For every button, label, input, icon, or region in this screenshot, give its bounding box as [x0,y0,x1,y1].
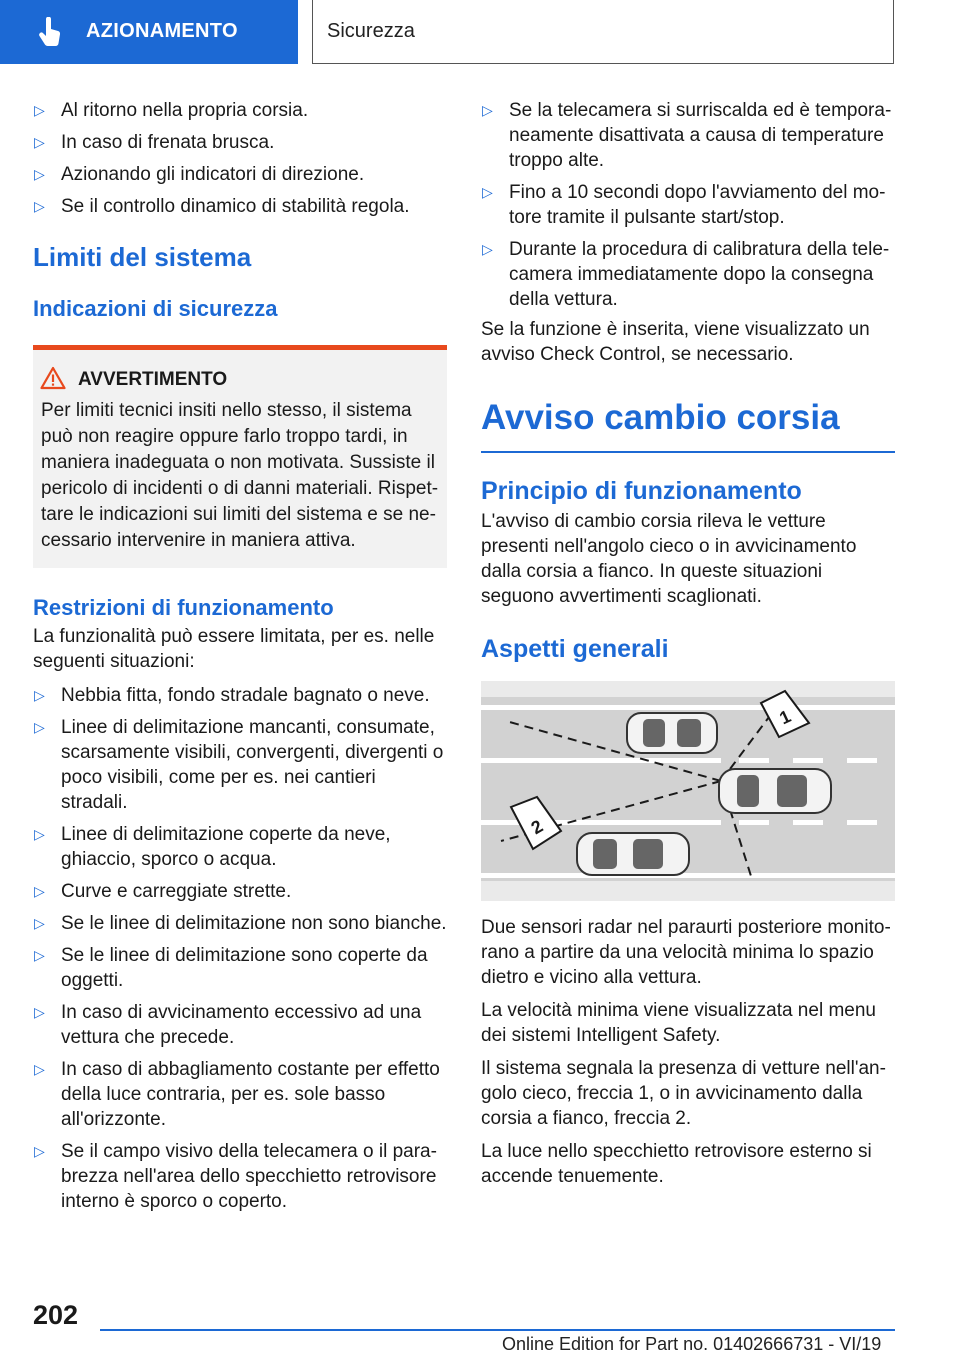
list-item: ▷ Durante la procedura di calibratura della telecamera immediatamente dopo la consegna della vettura. [482,239,890,310]
bullet-list-top-right [481,98,895,312]
list-item: ▷ Curve e carreggiate strette. [34,881,292,902]
list-item: ▷ Fino a 10 secondi dopo l'avviamento del motore tramite il pulsante start/stop. [482,182,886,228]
car-icon [577,833,689,875]
svg-text:1: 1 [776,706,794,729]
triangle-bullet-icon: ▷ [34,719,45,735]
list-item: ▷ Se le linee di delimitazione non sono bianche. [34,913,447,934]
footer-rule [100,1329,895,1331]
heading-safety: Indicazioni di sicurezza [33,296,278,321]
list-item: ▷ Se il campo visivo della telecamera o il parabrezza nell'area dello specchietto retrovisore interno è sporco o coperto. [34,1141,437,1212]
list-item: ▷ In caso di abbagliamento costante per effetto della luce contraria, per es. sole basso all'orizzonte. [34,1059,440,1130]
section-tab-label: AZIONAMENTO [86,20,238,42]
car-icon [627,713,717,753]
triangle-bullet-icon: ▷ [482,184,493,200]
triangle-bullet-icon: ▷ [34,134,45,150]
paragraph: Il sistema segnala la presenza di vetture nell'angolo cieco, freccia 1, o in avvicinamento dalla corsia a fianco, freccia 2. [481,1058,886,1129]
triangle-bullet-icon: ▷ [34,687,45,703]
triangle-bullet-icon: ▷ [34,166,45,182]
triangle-bullet-icon: ▷ [482,241,493,257]
triangle-bullet-icon: ▷ [34,883,45,899]
section-tab[interactable] [0,0,298,64]
subsection-title: Sicurezza [327,20,415,42]
bullet-list-top-left [33,98,447,219]
heading-rule [481,451,895,453]
paragraph: La luce nello specchietto retrovisore esterno si accende tenuemente. [481,1141,872,1187]
check-control-text: Se la funzione è inserita, viene visualizzato un avviso Check Control, se necessario. [481,319,870,365]
principle-text: L'avviso di cambio corsia rileva le vetture presenti nell'angolo cieco o in avvicinamento dalla corsia a fianco. In queste situazioni seguono avvertimenti scaglionati. [481,511,857,607]
list-item: ▷ In caso di avvicinamento eccessivo ad una vettura che precede. [34,1002,422,1048]
triangle-bullet-icon: ▷ [34,947,45,963]
heading-general: Aspetti generali [481,635,669,663]
triangle-bullet-icon: ▷ [482,102,493,118]
paragraph: La velocità minima viene visualizzata nel menu dei sistemi Intelligent Safety. [481,1000,876,1046]
right-column [481,98,895,1189]
paragraph: Due sensori radar nel paraurti posteriore monitorano a partire da una velocità minima lo spazio dietro e vicino alla vettura. [481,917,891,988]
list-item: ▷ Se il controllo dinamico di stabilità regola. [34,196,410,217]
triangle-bullet-icon: ▷ [34,102,45,118]
left-column [33,98,447,1221]
triangle-bullet-icon: ▷ [34,1143,45,1159]
restrictions-intro: La funzionalità può essere limitata, per es. nelle seguenti situazioni: [33,626,435,672]
restrictions-list [33,683,447,1214]
footer-edition: Online Edition for Part no. 01402666731 - VI/19 [502,1334,882,1354]
warning-title: AVVERTIMENTO [78,369,228,390]
triangle-bullet-icon: ▷ [34,1004,45,1020]
lane-change-illustration [481,681,895,901]
heading-limits: Limiti del sistema [33,242,252,272]
list-item: ▷ Linee di delimitazione mancanti, consumate, scarsamente visibili, convergenti, divergenti o poco visibili, come per es. nei cantieri stradali. [34,717,444,813]
heading-principle: Principio di funzionamento [481,477,802,505]
warning-text: Per limiti tecnici insiti nello stesso, il sistema può non reagire oppure farlo troppo tardi, in maniera inadeguata o non motivata. Sussiste il pericolo di incidenti o di danni materiali. Rispettare le indicazioni sui limiti del sistema e se necessario intervenire in maniera attiva. [41,400,439,551]
triangle-bullet-icon: ▷ [34,1061,45,1077]
heading-restrictions: Restrizioni di funzionamento [33,595,334,620]
list-item: ▷ Linee di delimitazione coperte da neve, ghiaccio, sporco o acqua. [34,824,391,870]
subsection-header [312,0,894,64]
car-icon [719,769,831,813]
list-item: ▷ Se la telecamera si surriscalda ed è temporaneamente disattivata a causa di temperature troppo alte. [482,100,892,171]
triangle-bullet-icon: ▷ [34,826,45,842]
list-item: ▷ Azionando gli indicatori di direzione. [34,164,365,185]
list-item: ▷ Al ritorno nella propria corsia. [34,100,309,121]
list-item: ▷ Nebbia fitta, fondo stradale bagnato o neve. [34,685,430,706]
triangle-bullet-icon: ▷ [34,198,45,214]
triangle-bullet-icon: ▷ [34,915,45,931]
page-number: 202 [33,1300,79,1330]
hand-pointer-icon [38,17,64,47]
warning-triangle-icon [40,366,66,390]
main-heading: Avviso cambio corsia [481,398,840,437]
list-item: ▷ Se le linee di delimitazione sono coperte da oggetti. [34,945,428,991]
svg-text:2: 2 [527,815,547,839]
warning-box [33,345,447,568]
list-item: ▷ In caso di frenata brusca. [34,132,275,153]
